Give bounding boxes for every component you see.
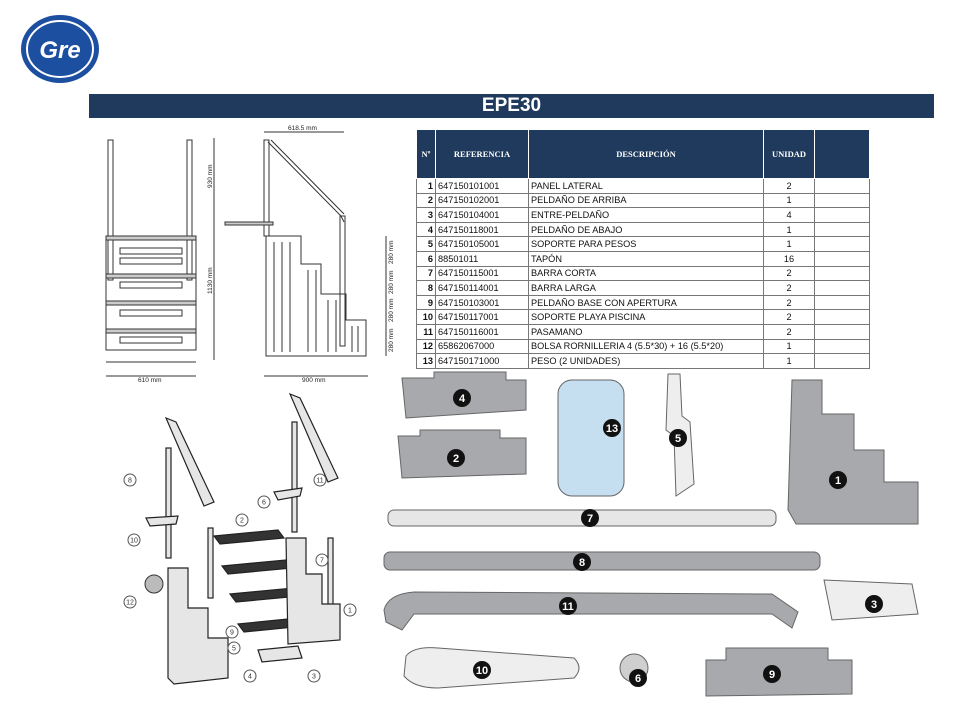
- cell-ref: 88501011: [436, 251, 529, 266]
- cell-ref: 647150115001: [436, 266, 529, 281]
- cell-extra: [815, 208, 870, 223]
- part-badge-11: 11: [562, 601, 574, 613]
- part-8-shape: [384, 552, 820, 570]
- table-row: [417, 237, 870, 252]
- cell-num: 12: [417, 339, 436, 354]
- title-bar: [89, 94, 934, 118]
- cell-extra: [815, 237, 870, 252]
- callout-11: 11: [316, 477, 324, 485]
- part-badge-13: 13: [605, 423, 619, 435]
- cell-extra: [815, 295, 870, 310]
- parts-table: [416, 129, 870, 369]
- technical-drawing: [96, 124, 410, 386]
- cell-num: 9: [417, 295, 436, 310]
- cell-desc: SOPORTE PARA PESOS: [529, 237, 764, 252]
- table-row: [417, 295, 870, 310]
- table-header-row: [417, 130, 870, 179]
- table-row: [417, 251, 870, 266]
- cell-extra: [815, 193, 870, 208]
- cell-desc: PASAMANO: [529, 324, 764, 339]
- header-unit: UNIDAD: [764, 130, 815, 179]
- cell-desc: TAPÓN: [529, 251, 764, 266]
- part-11-shape: [384, 592, 798, 630]
- cell-num: 8: [417, 281, 436, 296]
- cell-unit: 2: [764, 295, 815, 310]
- header-ref: REFERENCIA: [436, 130, 529, 179]
- cell-desc: PESO (2 UNIDADES): [529, 354, 764, 369]
- part-10-shape: [404, 648, 579, 688]
- cell-desc: BARRA LARGA: [529, 281, 764, 296]
- cell-unit: 4: [764, 208, 815, 223]
- callout-4: 4: [248, 673, 252, 681]
- cell-unit: 1: [764, 354, 815, 369]
- callout-6: 6: [262, 499, 266, 507]
- table-row: [417, 179, 870, 194]
- callout-1: 1: [348, 607, 352, 615]
- cell-ref: 65862067000: [436, 339, 529, 354]
- cell-ref: 647150116001: [436, 324, 529, 339]
- table-row: [417, 222, 870, 237]
- callout-5: 5: [232, 645, 236, 653]
- cell-unit: 2: [764, 324, 815, 339]
- header-num: Nº: [417, 130, 436, 179]
- cell-unit: 2: [764, 266, 815, 281]
- part-badge-2: 2: [452, 453, 460, 465]
- cell-unit: 2: [764, 310, 815, 325]
- logo-text: Gre: [39, 37, 81, 64]
- cell-ref: 647150118001: [436, 222, 529, 237]
- callout-8: 8: [128, 477, 132, 485]
- cell-desc: PELDAÑO DE ARRIBA: [529, 193, 764, 208]
- table-row: [417, 193, 870, 208]
- cell-num: 13: [417, 354, 436, 369]
- part-badge-3: 3: [870, 599, 878, 611]
- callout-9: 9: [230, 629, 234, 637]
- header-extra: [815, 130, 870, 179]
- dim-top: 618.5 mm: [288, 125, 317, 132]
- dim-step-4: 280 mm: [388, 328, 395, 352]
- cell-ref: 647150101001: [436, 179, 529, 194]
- cell-unit: 1: [764, 193, 815, 208]
- cell-ref: 647150104001: [436, 208, 529, 223]
- dim-side-width: 900 mm: [302, 377, 326, 384]
- table-row: [417, 266, 870, 281]
- cell-ref: 647150103001: [436, 295, 529, 310]
- header-desc: DESCRIPCIÓN: [529, 130, 764, 179]
- callout-3: 3: [312, 673, 316, 681]
- cell-extra: [815, 251, 870, 266]
- cell-desc: SOPORTE PLAYA PISCINA: [529, 310, 764, 325]
- cell-ref: 647150171000: [436, 354, 529, 369]
- dim-height-total: 1130 mm: [207, 267, 214, 294]
- cell-desc: ENTRE-PELDAÑO: [529, 208, 764, 223]
- dim-front-width: 610 mm: [138, 377, 162, 384]
- part-badge-8: 8: [578, 557, 586, 569]
- cell-unit: 16: [764, 251, 815, 266]
- table-row: [417, 324, 870, 339]
- cell-extra: [815, 339, 870, 354]
- part-badge-6: 6: [634, 673, 642, 685]
- cell-extra: [815, 179, 870, 194]
- cell-extra: [815, 266, 870, 281]
- cell-unit: 1: [764, 222, 815, 237]
- cell-num: 7: [417, 266, 436, 281]
- cell-desc: BOLSA RORNILLERIA 4 (5.5*30) + 16 (5.5*20): [529, 339, 764, 354]
- cell-num: 10: [417, 310, 436, 325]
- callout-12: 12: [126, 599, 134, 607]
- gre-logo: [20, 14, 100, 84]
- cell-desc: PELDAÑO DE ABAJO: [529, 222, 764, 237]
- table-row: [417, 339, 870, 354]
- cell-num: 11: [417, 324, 436, 339]
- part-badge-9: 9: [768, 669, 776, 681]
- cell-ref: 647150105001: [436, 237, 529, 252]
- cell-extra: [815, 281, 870, 296]
- part-badge-4: 4: [458, 393, 466, 405]
- cell-num: 1: [417, 179, 436, 194]
- callout-10: 10: [130, 537, 138, 545]
- part-badge-1: 1: [834, 475, 842, 487]
- cell-desc: PANEL LATERAL: [529, 179, 764, 194]
- page-title: EPE30: [481, 95, 542, 116]
- cell-ref: 647150114001: [436, 281, 529, 296]
- cell-unit: 2: [764, 281, 815, 296]
- cell-num: 4: [417, 222, 436, 237]
- dim-height-upper: 930 mm: [207, 164, 214, 188]
- cell-desc: BARRA CORTA: [529, 266, 764, 281]
- dim-step-3: 280 mm: [388, 298, 395, 322]
- dim-step-1: 280 mm: [388, 240, 395, 264]
- table-row: [417, 281, 870, 296]
- callout-7: 7: [320, 557, 324, 565]
- cell-extra: [815, 222, 870, 237]
- callout-2: 2: [240, 517, 244, 525]
- cell-unit: 2: [764, 179, 815, 194]
- table-row: [417, 310, 870, 325]
- part-13-shape: [558, 380, 624, 496]
- cell-num: 3: [417, 208, 436, 223]
- cell-extra: [815, 310, 870, 325]
- cell-ref: 647150102001: [436, 193, 529, 208]
- cell-ref: 647150117001: [436, 310, 529, 325]
- cell-num: 5: [417, 237, 436, 252]
- cell-unit: 1: [764, 339, 815, 354]
- cell-num: 6: [417, 251, 436, 266]
- part-badge-5: 5: [674, 433, 682, 445]
- part-badge-7: 7: [586, 513, 594, 525]
- cell-unit: 1: [764, 237, 815, 252]
- exploded-view: [118, 388, 370, 690]
- table-row: [417, 208, 870, 223]
- parts-photos: [378, 366, 948, 702]
- part-badge-10: 10: [475, 665, 489, 677]
- cell-num: 2: [417, 193, 436, 208]
- cell-desc: PELDAÑO BASE CON APERTURA: [529, 295, 764, 310]
- cell-extra: [815, 324, 870, 339]
- part-1-shape: [788, 380, 918, 524]
- dim-step-2: 280 mm: [388, 270, 395, 294]
